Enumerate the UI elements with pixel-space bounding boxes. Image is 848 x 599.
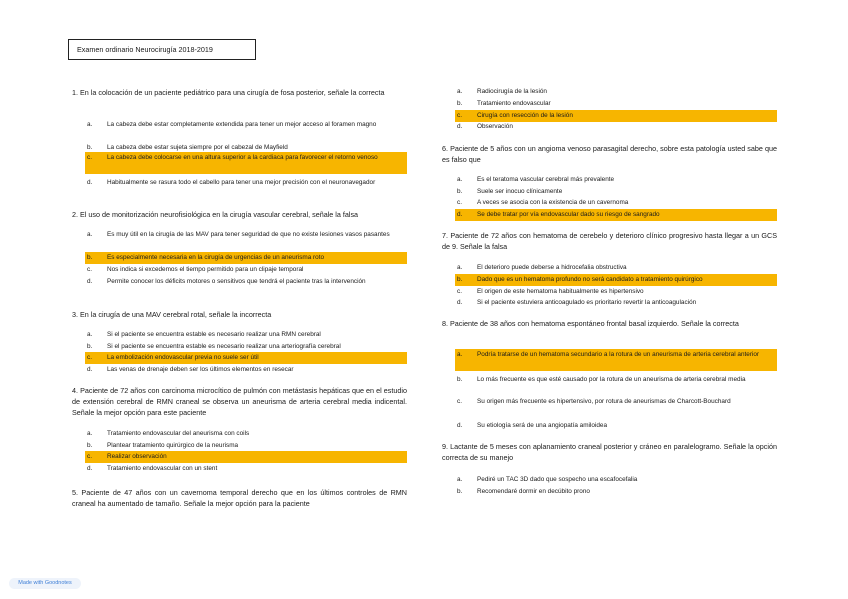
answer-option	[87, 441, 407, 451]
option-letter: d.	[87, 366, 93, 373]
option-letter: c.	[457, 398, 462, 405]
goodnotes-badge[interactable]: Made with Goodnotes	[9, 578, 81, 589]
answer-option	[457, 475, 777, 485]
option-letter: b.	[457, 100, 463, 107]
option-text: Es especialmente necesaria en la cirugía de urgencias de un aneurisma roto	[107, 254, 325, 261]
option-letter: d.	[457, 211, 463, 218]
option-letter: d.	[87, 278, 93, 285]
answer-option	[457, 487, 777, 497]
option-text: Si el paciente se encuentra estable es necesario realizar una arteriografía cerebral	[107, 343, 341, 350]
option-text: El origen de este hematoma habitualmente es hipertensivo	[477, 288, 644, 295]
option-letter: a.	[457, 476, 463, 483]
answer-option	[457, 122, 777, 132]
answer-option	[457, 298, 777, 308]
answer-option	[87, 153, 407, 173]
question-text: 7. Paciente de 72 años con hematoma de cerebelo y deterioro clínico progresivo hasta llegar a un GCS de 9. Señale la falsa	[442, 231, 777, 251]
answer-option	[457, 87, 777, 97]
answer-option	[87, 253, 407, 263]
option-text: Suele ser inocuo clínicamente	[477, 188, 563, 195]
question-text: 4. Paciente de 72 años con carcinoma microcítico de pulmón con metástasis hepáticas que en el estudio de extensión cerebral de RMN craneal se observa un aneurisma de arteria cerebral media indicental. Señale la mejor opción para este paciente	[72, 386, 407, 417]
option-text: Pediré un TAC 3D dado que sospecho una escafocefalia	[477, 476, 638, 483]
option-text: Su origen más frecuente es hipertensivo, por rotura de aneurismas de Charcott-Bouchard	[477, 398, 731, 405]
option-text: A veces se asocia con la existencia de un cavernoma	[477, 199, 629, 206]
question-text: 8. Paciente de 38 años con hematoma espontáneo frontal basal izquierdo. Señale la correcta	[442, 319, 739, 328]
answer-option	[87, 342, 407, 352]
option-letter: b.	[87, 254, 93, 261]
option-text: Podría tratarse de un hematoma secundario a la rotura de un aneurisma de arteria cerebral anterior	[477, 351, 760, 358]
option-text: Se debe tratar por vía endovascular dado su riesgo de sangrado	[477, 211, 660, 218]
answer-option	[457, 198, 777, 208]
answer-option	[87, 277, 407, 297]
question-text: 1. En la colocación de un paciente pediátrico para una cirugía de fosa posterior, señale la correcta	[72, 88, 385, 97]
option-letter: b.	[87, 343, 93, 350]
option-letter: c.	[457, 112, 462, 119]
answer-option	[87, 429, 407, 439]
question-text: 3. En la cirugía de una MAV cerebral rotal, señale la incorrecta	[72, 310, 272, 319]
option-letter: a.	[87, 331, 93, 338]
answer-option	[457, 187, 777, 197]
option-text: La cabeza debe estar completamente extendida para tener un mejor acceso al foramen magno	[107, 121, 377, 128]
option-letter: b.	[457, 276, 463, 283]
option-letter: a.	[87, 430, 93, 437]
answer-option	[87, 464, 407, 474]
answer-option	[457, 175, 777, 185]
answer-option	[457, 111, 777, 121]
document-title: Examen ordinario Neurocirugía 2018-2019	[68, 39, 256, 60]
answer-option	[87, 353, 407, 363]
question-text: 2. El uso de monitorización neurofisiológica en la cirugía vascular cerebral, señale la falsa	[72, 210, 359, 219]
answer-option	[457, 210, 777, 220]
option-text: Dado que es un hematoma profundo no será candidato a tratamiento quirúrgico	[477, 276, 703, 283]
option-letter: c.	[457, 199, 462, 206]
option-text: Cirugía con resección de la lesión	[477, 112, 573, 119]
option-text: Lo más frecuente es que esté causado por la rotura de un aneurisma de arteria cerebral media	[477, 376, 746, 383]
option-letter: b.	[457, 376, 463, 383]
answer-option	[457, 287, 777, 297]
option-letter: d.	[457, 299, 463, 306]
answer-option	[87, 120, 407, 140]
option-text: Habitualmente se rasura todo el cabello para tener una mejor precisión con el neuronavegador	[107, 179, 376, 186]
option-text: Tratamiento endovascular del aneurisma con coils	[107, 430, 250, 437]
option-text: Recomendaré dormir en decúbito prono	[477, 488, 590, 495]
answer-option	[87, 265, 407, 275]
answer-option	[457, 421, 777, 431]
option-text: Tratamiento endovascular	[477, 100, 551, 107]
option-letter: c.	[457, 288, 462, 295]
option-letter: b.	[457, 488, 463, 495]
option-text: Tratamiento endovascular con un stent	[107, 465, 218, 472]
answer-option	[457, 375, 777, 395]
option-text: Radiocirugía de la lesión	[477, 88, 547, 95]
option-letter: a.	[87, 231, 93, 238]
answer-option	[87, 178, 407, 198]
answer-option	[87, 230, 407, 250]
option-text: La cabeza debe colocarse en una altura superior a la cardiaca para favorecer el retorno venoso	[107, 154, 378, 161]
option-letter: b.	[457, 188, 463, 195]
option-text: Realizar observación	[107, 453, 167, 460]
answer-option	[457, 350, 777, 370]
answer-option	[457, 99, 777, 109]
answer-option	[457, 275, 777, 285]
answer-option	[87, 365, 407, 375]
option-letter: d.	[457, 422, 463, 429]
answer-option	[87, 330, 407, 340]
option-letter: a.	[457, 264, 463, 271]
answer-option	[87, 452, 407, 462]
option-letter: c.	[87, 266, 92, 273]
option-letter: b.	[87, 144, 93, 151]
option-text: Es el teratoma vascular cerebral más prevalente	[477, 176, 615, 183]
option-text: Las venas de drenaje deben ser los últimos elementos en resecar	[107, 366, 294, 373]
question-text: 6. Paciente de 5 años con un angioma venoso parasagital derecho, sobre esta patología usted sabe que es falso que	[442, 144, 777, 164]
option-text: Es muy útil en la cirugía de las MAV para tener seguridad de que no existe lesiones vasos pasantes	[107, 231, 390, 238]
option-text: La embolización endovascular previa no suele ser útil	[107, 354, 259, 361]
option-letter: c.	[87, 154, 92, 161]
question-text: 5. Paciente de 47 años con un cavernoma temporal derecho que en los últimos controles de RMN craneal ha aumentado de tamaño. Señale la mejor opción para la paciente	[72, 488, 407, 508]
answer-option	[457, 263, 777, 273]
option-text: Si el paciente estuviera anticoagulado es prioritario revertir la anticoagulación	[477, 299, 697, 306]
option-letter: a.	[87, 121, 93, 128]
option-letter: c.	[87, 453, 92, 460]
question-text: 9. Lactante de 5 meses con aplanamiento craneal posterior y cráneo en paralelogramo. Señale la opción correcta de su manejo	[442, 442, 777, 462]
option-text: La cabeza debe estar sujeta siempre por el cabezal de Mayfield	[107, 144, 288, 151]
option-text: Observación	[477, 123, 513, 130]
option-letter: a.	[457, 176, 463, 183]
option-text: Si el paciente se encuentra estable es necesario realizar una RMN cerebral	[107, 331, 321, 338]
option-text: Permite conocer los déficits motores o sensitivos que tendrá el paciente tras la intervención	[107, 278, 366, 285]
option-text: Plantear tratamiento quirúrgico de la neurisma	[107, 442, 239, 449]
answer-option	[457, 397, 777, 417]
option-letter: a.	[457, 88, 463, 95]
option-letter: b.	[87, 442, 93, 449]
option-letter: d.	[87, 179, 93, 186]
option-text: Su etiología será de una angiopatía amiloidea	[477, 422, 608, 429]
option-letter: c.	[87, 354, 92, 361]
option-text: El deterioro puede deberse a hidrocefalia obstructiva	[477, 264, 627, 271]
option-letter: d.	[457, 123, 463, 130]
option-letter: a.	[457, 351, 463, 358]
option-letter: d.	[87, 465, 93, 472]
option-text: Nos indica si excedemos el tiempo permitido para un clipaje temporal	[107, 266, 304, 273]
